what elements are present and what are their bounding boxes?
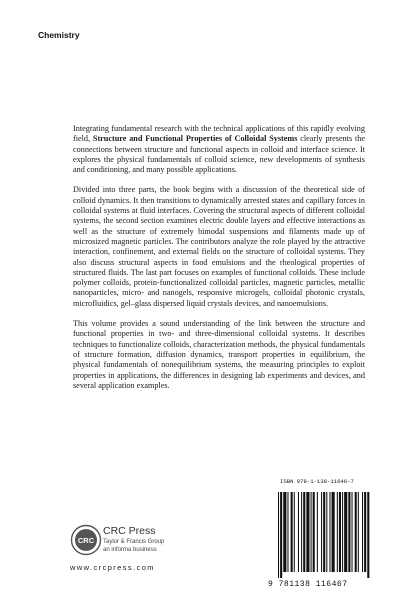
isbn-barcode-block [268, 478, 384, 589]
barcode-bar [280, 492, 282, 578]
barcode-bar [323, 492, 325, 572]
barcode-bar [342, 492, 343, 572]
logo-text: CRC [77, 536, 95, 545]
barcode-bar [291, 492, 293, 572]
barcode-bar [367, 492, 369, 578]
barcode-bar [313, 492, 315, 572]
barcode-bar [287, 492, 288, 572]
barcode-bar [362, 492, 363, 572]
barcode-bar [364, 492, 366, 572]
barcode-bar [311, 492, 312, 572]
barcode-bar [348, 492, 350, 572]
barcode-bar [303, 492, 305, 572]
publisher-name: CRC Press [103, 525, 156, 537]
barcode [268, 488, 384, 590]
barcode-bar [326, 492, 327, 572]
barcode-digits: 9 781138 116467 [268, 580, 348, 589]
isbn-label: ISBN 978-1-138-11646-7 [280, 478, 354, 485]
barcode-bar [352, 492, 353, 572]
barcode-bar [358, 492, 359, 572]
blurb-paragraph-1: Integrating fundamental research with the technical applications of this rapidly evolving field, Structure and Functional Properties of Colloidal Systems clearly presents the connections between structure and functional aspects in colloid and interface science. It explores the physical fundamentals of colloid science, new developments of synthesis and conditioning, and many possible applications. [73, 124, 365, 175]
barcode-bar [294, 492, 295, 572]
barcode-bar [329, 492, 330, 572]
category-label: Chemistry [38, 30, 80, 40]
back-cover-blurb [73, 124, 365, 401]
barcode-bar [332, 492, 335, 572]
publisher-logo [70, 524, 180, 564]
crc-press-logo-icon [70, 524, 102, 556]
barcode-bar [355, 492, 357, 572]
barcode-bar [321, 492, 322, 572]
publisher-group: Taylor & Francis Group [103, 539, 165, 545]
blurb-paragraph-2: Divided into three parts, the book begins with a discussion of the theoretical side of colloid dynamics. It then transitions to dynamically arrested states and capillary forces in colloidal systems at fluid interfaces. Covering the structural aspects of different colloidal systems, the second section examines electric double layers and effective interactions as well as the structure of extremely bimodal suspensions and filaments made up of microsized magnetic particles. The contributors analyze the role played by the attractive interaction, confinement, and external fields on the structure of colloidal systems. They also discuss structural aspects in food emulsions and the rheological properties of structured fluids. The last part focuses on examples of functional colloids. These include polymer colloids, protein-functionalized colloidal particles, magnetic particles, metallic nanoparticles, micro- and nanogels, responsive microgels, colloidal photonic crystals, microfluidics, gel–glass dispersed liquid crystals devices, and nanoemulsions. [73, 185, 365, 308]
barcode-bar [301, 492, 302, 572]
barcode-bar [317, 492, 318, 572]
barcode-bar [337, 492, 338, 572]
barcode-bar [344, 492, 347, 572]
barcode-bar [278, 492, 279, 578]
book-title: Structure and Functional Properties of Colloidal Systems [92, 134, 298, 144]
barcode-icon [268, 488, 384, 580]
barcode-bar [339, 492, 341, 572]
publisher-website: www.crcpress.com [70, 563, 155, 572]
barcode-bar [306, 492, 309, 572]
publisher-tagline: an informa business [103, 547, 157, 553]
blurb-paragraph-3: This volume provides a sound understanding of the link between the structure and functional properties in two- and three-dimensional colloidal systems. It describes techniques to functionalize colloids, characterization methods, the physical fundamentals of structure formation, diffusion dynamics, transport properties in equilibrium, the physical fundamentals of nonequilibrium systems, the measuring principles to exploit properties in applications, the differences in designing lab experiments and devices, and several application examples. [73, 319, 365, 390]
barcode-bar [283, 492, 286, 572]
barcode-bar [298, 492, 299, 572]
